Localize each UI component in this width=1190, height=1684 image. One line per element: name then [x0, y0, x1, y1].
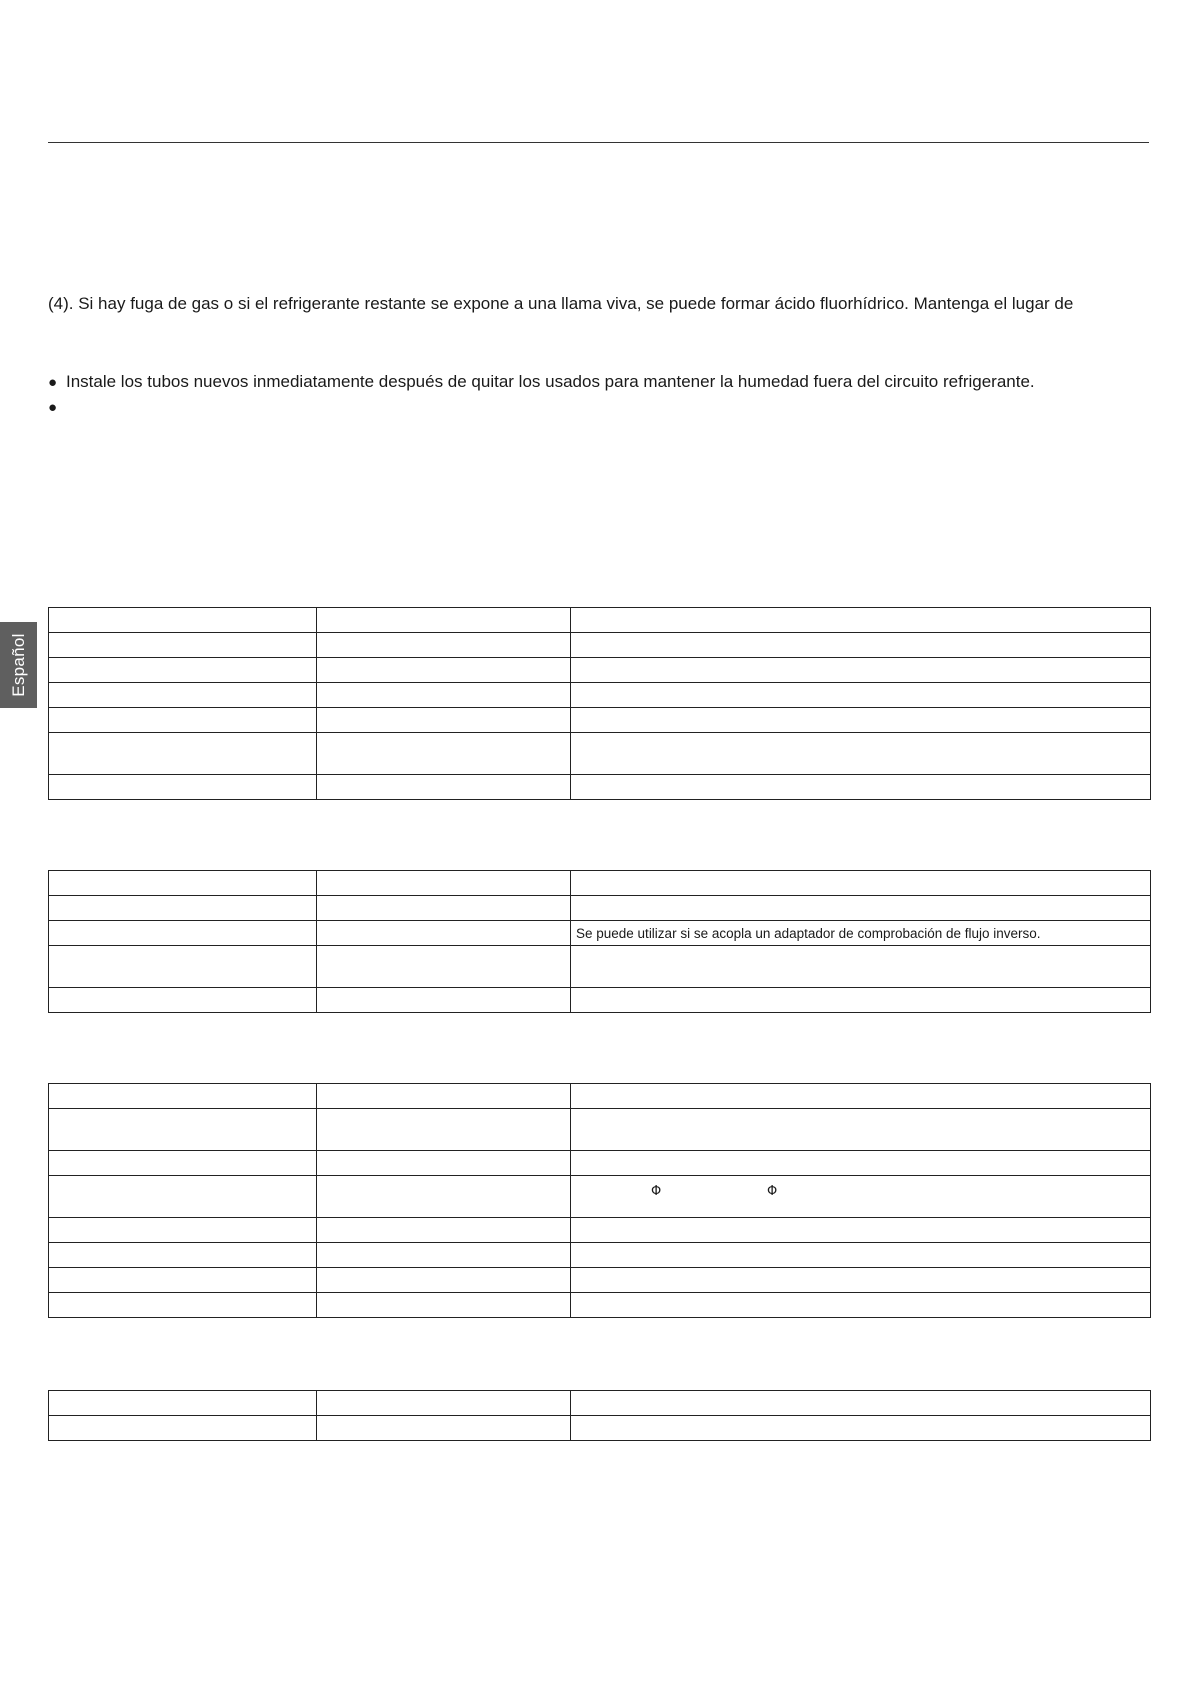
table-cell — [317, 1391, 571, 1416]
table-row — [49, 871, 1151, 896]
diameter-symbol: Φ — [651, 1184, 662, 1199]
table-cell — [49, 1218, 317, 1243]
table-cell — [317, 633, 571, 658]
bullet-item — [48, 396, 66, 419]
table-cell — [571, 871, 1151, 896]
table-cell — [571, 658, 1151, 683]
table-cell — [317, 1151, 571, 1176]
table-cell — [317, 1218, 571, 1243]
table-cell — [571, 1109, 1151, 1151]
table-cell — [49, 1391, 317, 1416]
table-3 — [48, 1083, 1151, 1318]
table-cell — [317, 608, 571, 633]
bullet-text: Instale los tubos nuevos inmediatamente después de quitar los usados para mantener la humedad fuera del circuito refrigerante. — [66, 372, 1035, 391]
table-cell-diameter — [571, 1176, 1151, 1218]
table-row — [49, 1243, 1151, 1268]
table-row — [49, 921, 1151, 946]
table-cell — [317, 946, 571, 988]
table-cell — [49, 1176, 317, 1218]
table-cell — [317, 708, 571, 733]
table-cell — [317, 733, 571, 775]
table-cell — [571, 683, 1151, 708]
table-2 — [48, 870, 1151, 1013]
bullet-marker: ● — [48, 374, 58, 391]
table-cell — [571, 946, 1151, 988]
table-cell — [49, 633, 317, 658]
table-row — [49, 896, 1151, 921]
table-row — [49, 1268, 1151, 1293]
table-cell — [571, 1268, 1151, 1293]
table-cell — [571, 733, 1151, 775]
table-row — [49, 1084, 1151, 1109]
table-cell — [317, 683, 571, 708]
table-row — [49, 1151, 1151, 1176]
table-cell — [571, 1084, 1151, 1109]
table-row — [49, 1416, 1151, 1441]
table-cell — [317, 658, 571, 683]
table-cell — [571, 1293, 1151, 1318]
table-row — [49, 1176, 1151, 1218]
table-cell — [571, 1243, 1151, 1268]
table-cell — [49, 1293, 317, 1318]
table-cell — [49, 946, 317, 988]
table-row — [49, 1293, 1151, 1318]
table-cell — [571, 775, 1151, 800]
table-cell — [571, 1416, 1151, 1441]
table-cell — [49, 683, 317, 708]
table-cell — [49, 1243, 317, 1268]
table-1 — [48, 607, 1151, 800]
table-cell — [317, 1416, 571, 1441]
header-rule — [48, 142, 1149, 143]
table-cell — [317, 1176, 571, 1218]
table-cell — [317, 896, 571, 921]
table-cell — [49, 1084, 317, 1109]
bullet-marker: ● — [48, 399, 58, 416]
table-cell — [317, 921, 571, 946]
language-tab-label: Español — [8, 633, 28, 697]
table-cell — [317, 1243, 571, 1268]
table-cell — [49, 708, 317, 733]
table-row — [49, 633, 1151, 658]
table-4 — [48, 1390, 1151, 1441]
table-row — [49, 733, 1151, 775]
table-row — [49, 608, 1151, 633]
table-row — [49, 1218, 1151, 1243]
table-cell — [571, 608, 1151, 633]
table-cell — [49, 1151, 317, 1176]
table-cell — [49, 871, 317, 896]
table-cell — [571, 1391, 1151, 1416]
table-row — [49, 708, 1151, 733]
table-row — [49, 775, 1151, 800]
diameter-symbol: Φ — [767, 1184, 778, 1199]
table-cell — [49, 1416, 317, 1441]
table-cell — [571, 1218, 1151, 1243]
table-cell — [571, 988, 1151, 1013]
table-cell — [49, 896, 317, 921]
table-cell — [49, 733, 317, 775]
table-row — [49, 1391, 1151, 1416]
table-row — [49, 683, 1151, 708]
table-cell — [49, 921, 317, 946]
table-cell — [317, 988, 571, 1013]
table-cell — [49, 1109, 317, 1151]
table-cell — [571, 633, 1151, 658]
table-cell — [317, 1084, 571, 1109]
table-cell — [317, 1109, 571, 1151]
table-cell — [317, 775, 571, 800]
table-cell — [49, 775, 317, 800]
table-cell — [571, 1151, 1151, 1176]
table-cell — [571, 896, 1151, 921]
bullet-item — [48, 371, 1035, 394]
table-cell — [49, 1268, 317, 1293]
language-side-tab — [0, 622, 37, 708]
table-cell-note: Se puede utilizar si se acopla un adaptador de comprobación de flujo inverso. — [571, 921, 1151, 946]
table-cell — [49, 658, 317, 683]
table-cell — [49, 988, 317, 1013]
table-cell — [571, 708, 1151, 733]
paragraph-4: (4). Si hay fuga de gas o si el refrigerante restante se expone a una llama viva, se puede formar ácido fluorhídrico. Mantenga el lugar de — [48, 294, 1074, 313]
table-cell — [317, 871, 571, 896]
table-row — [49, 1109, 1151, 1151]
table-cell — [49, 608, 317, 633]
table-row — [49, 658, 1151, 683]
table-row — [49, 946, 1151, 988]
table-cell — [317, 1293, 571, 1318]
table-row — [49, 988, 1151, 1013]
table-cell — [317, 1268, 571, 1293]
